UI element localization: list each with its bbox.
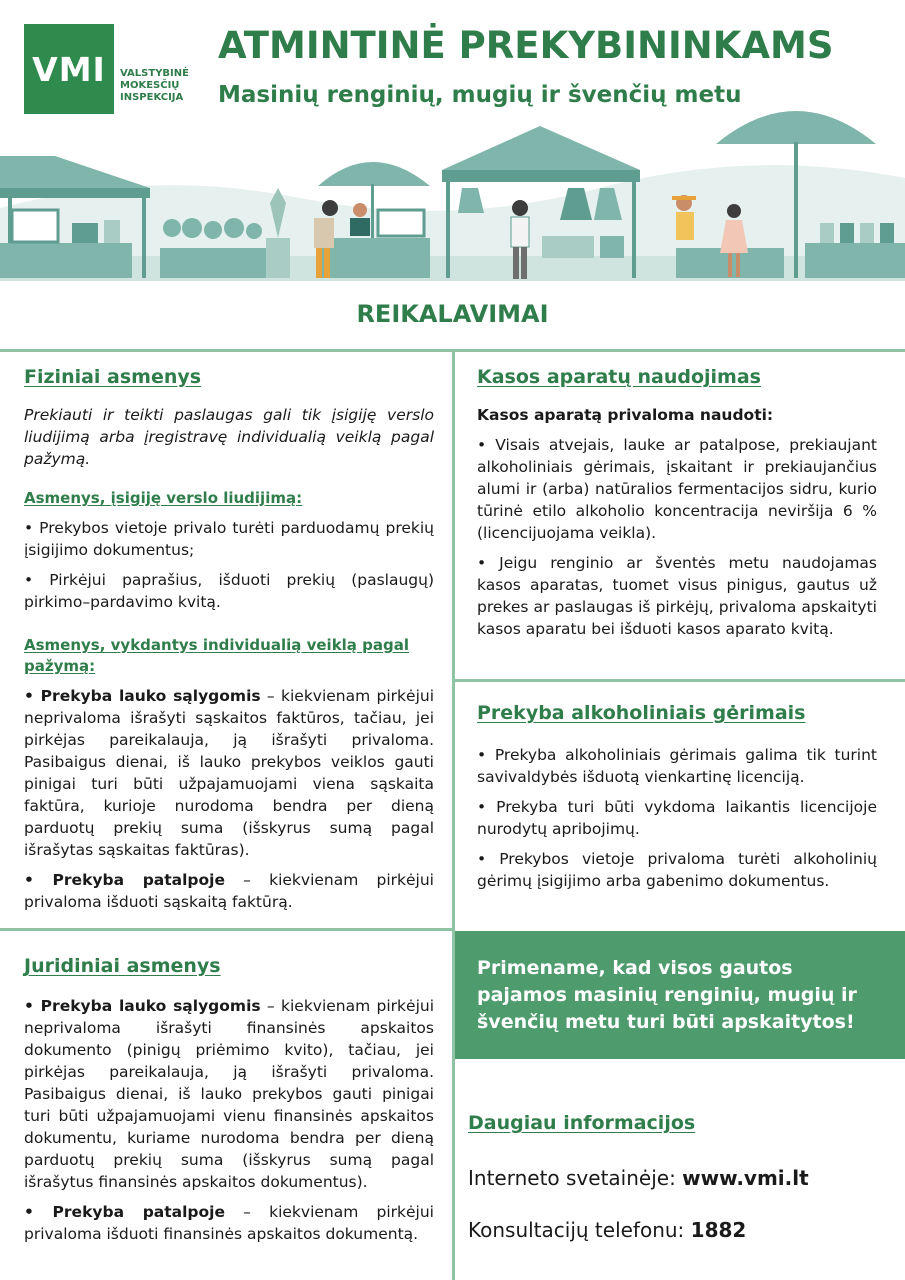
legal-persons-section — [24, 955, 434, 1253]
business-license-item-2: • Pirkėjui paprašius, išduoti prekių (paslaugų) pirkimo–pardavimo kvitą. — [24, 571, 434, 611]
reminder-box: Primename, kad visos gautos pajamos masinių renginių, mugių ir švenčių metu turi būti apskaitytos! — [455, 931, 905, 1059]
business-license-item-1: • Prekybos vietoje privalo turėti parduodamų prekių įsigijimo dokumentus; — [24, 519, 434, 559]
legal-persons-title: Juridiniai asmenys — [24, 955, 221, 977]
cash-register-item-2: • Jeigu renginio ar šventės metu naudojamas kasos aparatas, tuomet visus pinigus, gautus už prekes ar paslaugas iš pirkėjų, privaloma apskaityti kasos aparatu bei išduoti kasos aparato kvitą. — [477, 554, 877, 638]
physical-persons-section — [24, 366, 434, 921]
cash-register-section — [477, 366, 877, 648]
market-illustration — [0, 88, 905, 281]
alcohol-trade-item-3: • Prekybos vietoje privaloma turėti alkoholinių gėrimų įsigijimo arba gabenimo dokumentus. — [477, 850, 877, 890]
cash-register-title: Kasos aparatų naudojimas — [477, 366, 761, 388]
legal-indoor-label: • Prekyba patalpoje — [24, 1203, 225, 1221]
alcohol-trade-title: Prekyba alkoholiniais gėrimais — [477, 702, 806, 724]
divider-center — [452, 349, 455, 1280]
physical-persons-intro: Prekiauti ir teikti paslaugas gali tik įsigiję verslo liudijimą arba įregistravę individualią veiklą pagal pažymą. — [24, 406, 434, 468]
website-link[interactable]: www.vmi.lt — [682, 1166, 809, 1190]
alcohol-trade-item-1: • Prekyba alkoholiniais gėrimais galima tik turint savivaldybės išduotą vienkartinę licenciją. — [477, 746, 877, 786]
legal-outdoor-label: • Prekyba lauko sąlygomis — [24, 997, 261, 1015]
legal-persons-item-2 — [24, 1201, 434, 1245]
alcohol-trade-item-2: • Prekyba turi būti vykdoma laikantis licencijoje nurodytų apribojimų. — [477, 798, 877, 838]
divider-left-bottom — [0, 928, 452, 931]
page-subtitle: Masinių renginių, mugių ir švenčių metu — [218, 82, 742, 108]
individual-activity-item-2 — [24, 869, 434, 913]
phone-line — [468, 1218, 746, 1242]
legal-indoor-text: – kiekvienam pirkėjui privaloma išduoti finansinės apskaitos dokumentą. — [24, 1203, 434, 1243]
individual-activity-subtitle: Asmenys, vykdantys individualią veiklą pagal pažymą: — [24, 636, 410, 675]
outdoor-trade-label: • Prekyba lauko sąlygomis — [24, 687, 261, 705]
outdoor-trade-text: – kiekvienam pirkėjui neprivaloma išrašyti sąskaitos faktūros, tačiau, jei pirkėjas pareikalauja, ją išrašyti privaloma. Pasibaigus dienai, iš lauko prekybos veiklos gauti pinigai turi būti užpajamuojami viena sąskaita faktūra, kurioje nurodoma bendra per dieną parduotų prekių suma (išskyrus sumą pagal išrašytas sąskaitas faktūras). — [24, 687, 435, 859]
logo-line-2: MOKESČIŲ — [120, 80, 180, 91]
individual-activity-item-1 — [24, 685, 434, 861]
legal-persons-item-1 — [24, 995, 434, 1193]
more-info-title: Daugiau informacijos — [468, 1112, 696, 1134]
cash-register-lead: Kasos aparatą privaloma naudoti: — [477, 406, 774, 424]
page-title: ATMINTINĖ PREKYBININKAMS — [218, 24, 834, 67]
legal-outdoor-text: – kiekvienam pirkėjui neprivaloma išrašyti finansinės apskaitos dokumento (pinigų priėmimo kvito), tačiau, jei pirkėjas pareikalauja, ją išrašyti privaloma. Pasibaigus dienai, iš lauko prekybos gauti pinigai turi būti užpajamuojami vienu finansinės apskaitos dokumentu, kuriame nurodoma bendra per dieną parduotų prekių suma (išskyrus sumą pagal išrašytus finansinės apskaitos dokumentus). — [24, 997, 435, 1191]
logo-line-3: INSPEKCIJA — [120, 92, 184, 103]
logo-line-1: VALSTYBINĖ — [120, 68, 189, 79]
website-label: Interneto svetainėje: — [468, 1166, 683, 1190]
logo-abbr: VMI — [32, 49, 106, 89]
divider-right-mid — [455, 679, 905, 682]
cash-register-item-1: • Visais atvejais, lauke ar patalpose, prekiaujant alkoholiniais gėrimais, įskaitant ir prekiaujančius alumi ir (arba) natūralios fermentacijos sidru, kurio tūrinė etilo alkoholio koncentracija neviršija 6 % (licencijuojama veikla). — [477, 436, 877, 542]
section-heading-requirements: REIKALAVIMAI — [356, 300, 549, 328]
phone-number[interactable]: 1882 — [690, 1218, 747, 1242]
phone-label: Konsultacijų telefonu: — [468, 1218, 691, 1242]
website-line — [468, 1166, 809, 1190]
indoor-trade-label: • Prekyba patalpoje — [24, 871, 225, 889]
indoor-trade-text: – kiekvienam pirkėjui privaloma išduoti sąskaitą faktūrą. — [24, 871, 434, 911]
business-license-subtitle: Asmenys, įsigiję verslo liudijimą: — [24, 489, 303, 507]
physical-persons-title: Fiziniai asmenys — [24, 366, 202, 388]
alcohol-trade-section — [477, 702, 877, 900]
